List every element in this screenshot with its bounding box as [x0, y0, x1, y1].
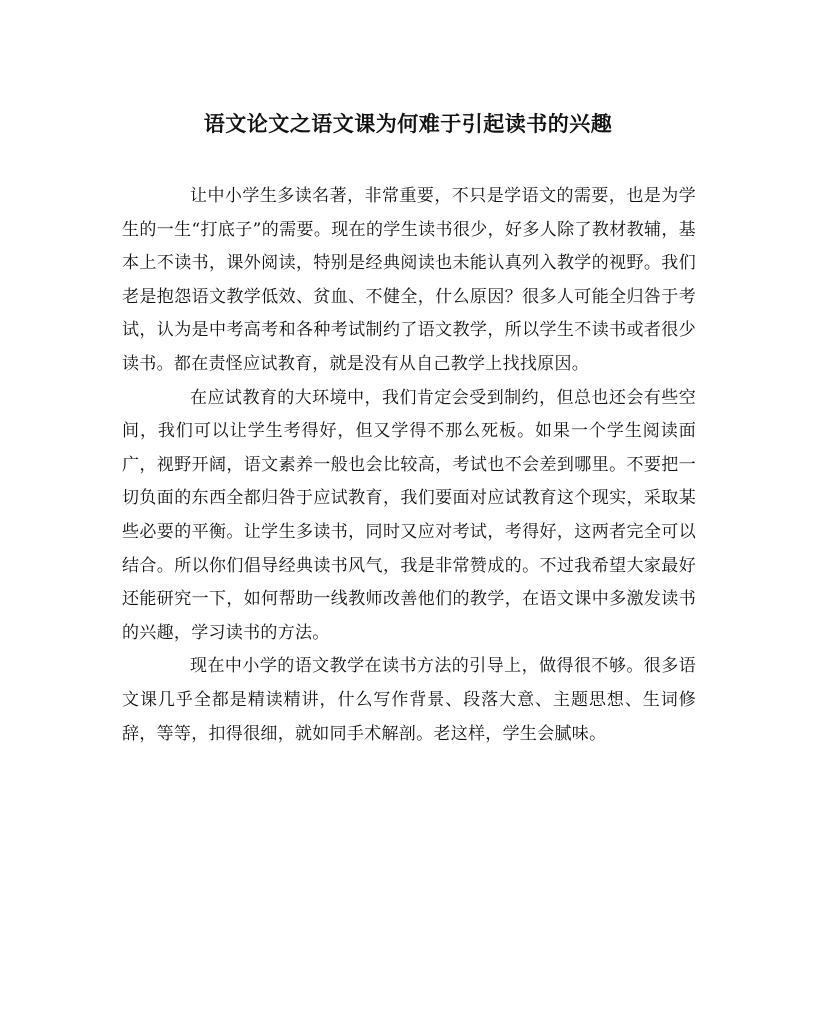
- paragraph-3: 现在中小学的语文教学在读书方法的引导上，做得很不够。很多语文课几乎全都是精读精讲，什么写作背景、段落大意、主题思想、生词修辞，等等，扣得很细，就如同手术解剖。老这样，学生会腻味。: [122, 656, 696, 744]
- document-body: [122, 180, 696, 751]
- paragraph-2: 在应试教育的大环境中，我们肯定会受到制约，但总也还会有些空间，我们可以让学生考得好，但又学得不那么死板。如果一个学生阅读面广，视野开阔，语文素养一般也会比较高，考试也不会差到哪里。不要把一切负面的东西全都归咎于应试教育，我们要面对应试教育这个现实，采取某些必要的平衡。让学生多读书，同时又应对考试，考得好，这两者完全可以结合。所以你们倡导经典读书风气，我是非常赞成的。不过我希望大家最好还能研究一下，如何帮助一线教师改善他们的教学，在语文课中多激发读书的兴趣，学习读书的方法。: [122, 387, 696, 643]
- document-title: 语文论文之语文课为何难于引起读书的兴趣: [203, 111, 613, 136]
- paragraph-1: 让中小学生多读名著，非常重要，不只是学语文的需要，也是为学生的一生“打底子”的需要。现在的学生读书很少，好多人除了教材教辅，基本上不读书，课外阅读，特别是经典阅读也未能认真列入教学的视野。我们老是抱怨语文教学低效、贫血、不健全，什么原因？很多人可能全归咎于考试，认为是中考高考和各种考试制约了语文教学，所以学生不读书或者很少读书。都在责怪应试教育，就是没有从自己教学上找找原因。: [122, 186, 696, 374]
